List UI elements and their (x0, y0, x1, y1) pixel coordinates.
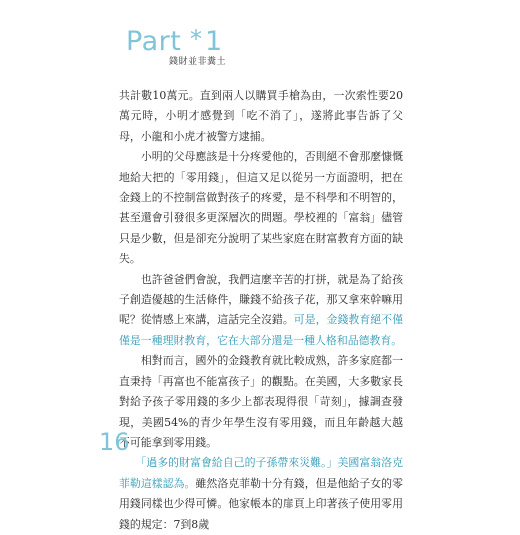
highlight-quote-1: 可是，金錢教育絕不僅僅是一種理財教育，它在大部分還是一種人格和品德教育。 (119, 313, 403, 347)
highlight-quote-2: 「過多的財富會給自己的子孫帶來災難。」美國富翁洛克菲勒這樣認為。 (119, 456, 403, 490)
paragraph-3-text: 也許爸爸們會說，我們這麼辛苦的打拼，就是為了給孩子創造優越的生活條件，賺錢不給孩子花，那又拿來幹嘛用呢？從情感上來講，這話完全沒錯。 (119, 272, 403, 327)
paragraph-5-text: 雖然洛克菲勒十分有錢，但是他給子女的零用錢同樣也少得可憐。他家帳本的扉頁上印著孩子使用零用錢的規定：7到8歲 (119, 476, 403, 531)
paragraph-2 (119, 147, 403, 269)
body-text (119, 86, 403, 535)
paragraph-4 (119, 351, 403, 453)
paragraph-1: 共計數10萬元。直到兩人以購買手槍為由，一次索性要20萬元時，小明才感覺到「吃不消了」，遂將此事告訴了父母，小龍和小虎才被警方逮捕。 (119, 89, 403, 143)
part-label: Part (126, 26, 182, 57)
page-number: 16 (99, 428, 130, 456)
paragraph-4-text: 相對而言，國外的金錢教育就比較成熟，許多家庭都一直秉持「再富也不能富孩子」的觀點。在美國，大多數家長對給予孩子零用錢的多少上都表現得很「苛刻」，據調查發現，美國54%的青少年學生沒有零用錢，而且年齡越大越不可能拿到零用錢。 (119, 354, 403, 449)
part-star: * (190, 25, 202, 53)
paragraph-3 (119, 270, 403, 352)
part-subtitle: 錢財並非糞土 (169, 57, 227, 67)
paragraph-2-text: 小明的父母應該是十分疼愛他的，否則絕不會那麼慷慨地給大把的「零用錢」，但這又足以從另一方面證明，把在金錢上的不控制當做對孩子的疼愛，是不科學和不明智的，甚至還會引發很多更深層次的問題。學校裡的「富翁」儘管只是少數，但是卻充分說明了某些家庭在財富教育方面的缺失。 (119, 150, 403, 266)
paragraph-5 (119, 453, 403, 535)
part-header (126, 26, 246, 70)
part-number: 1 (205, 26, 223, 57)
